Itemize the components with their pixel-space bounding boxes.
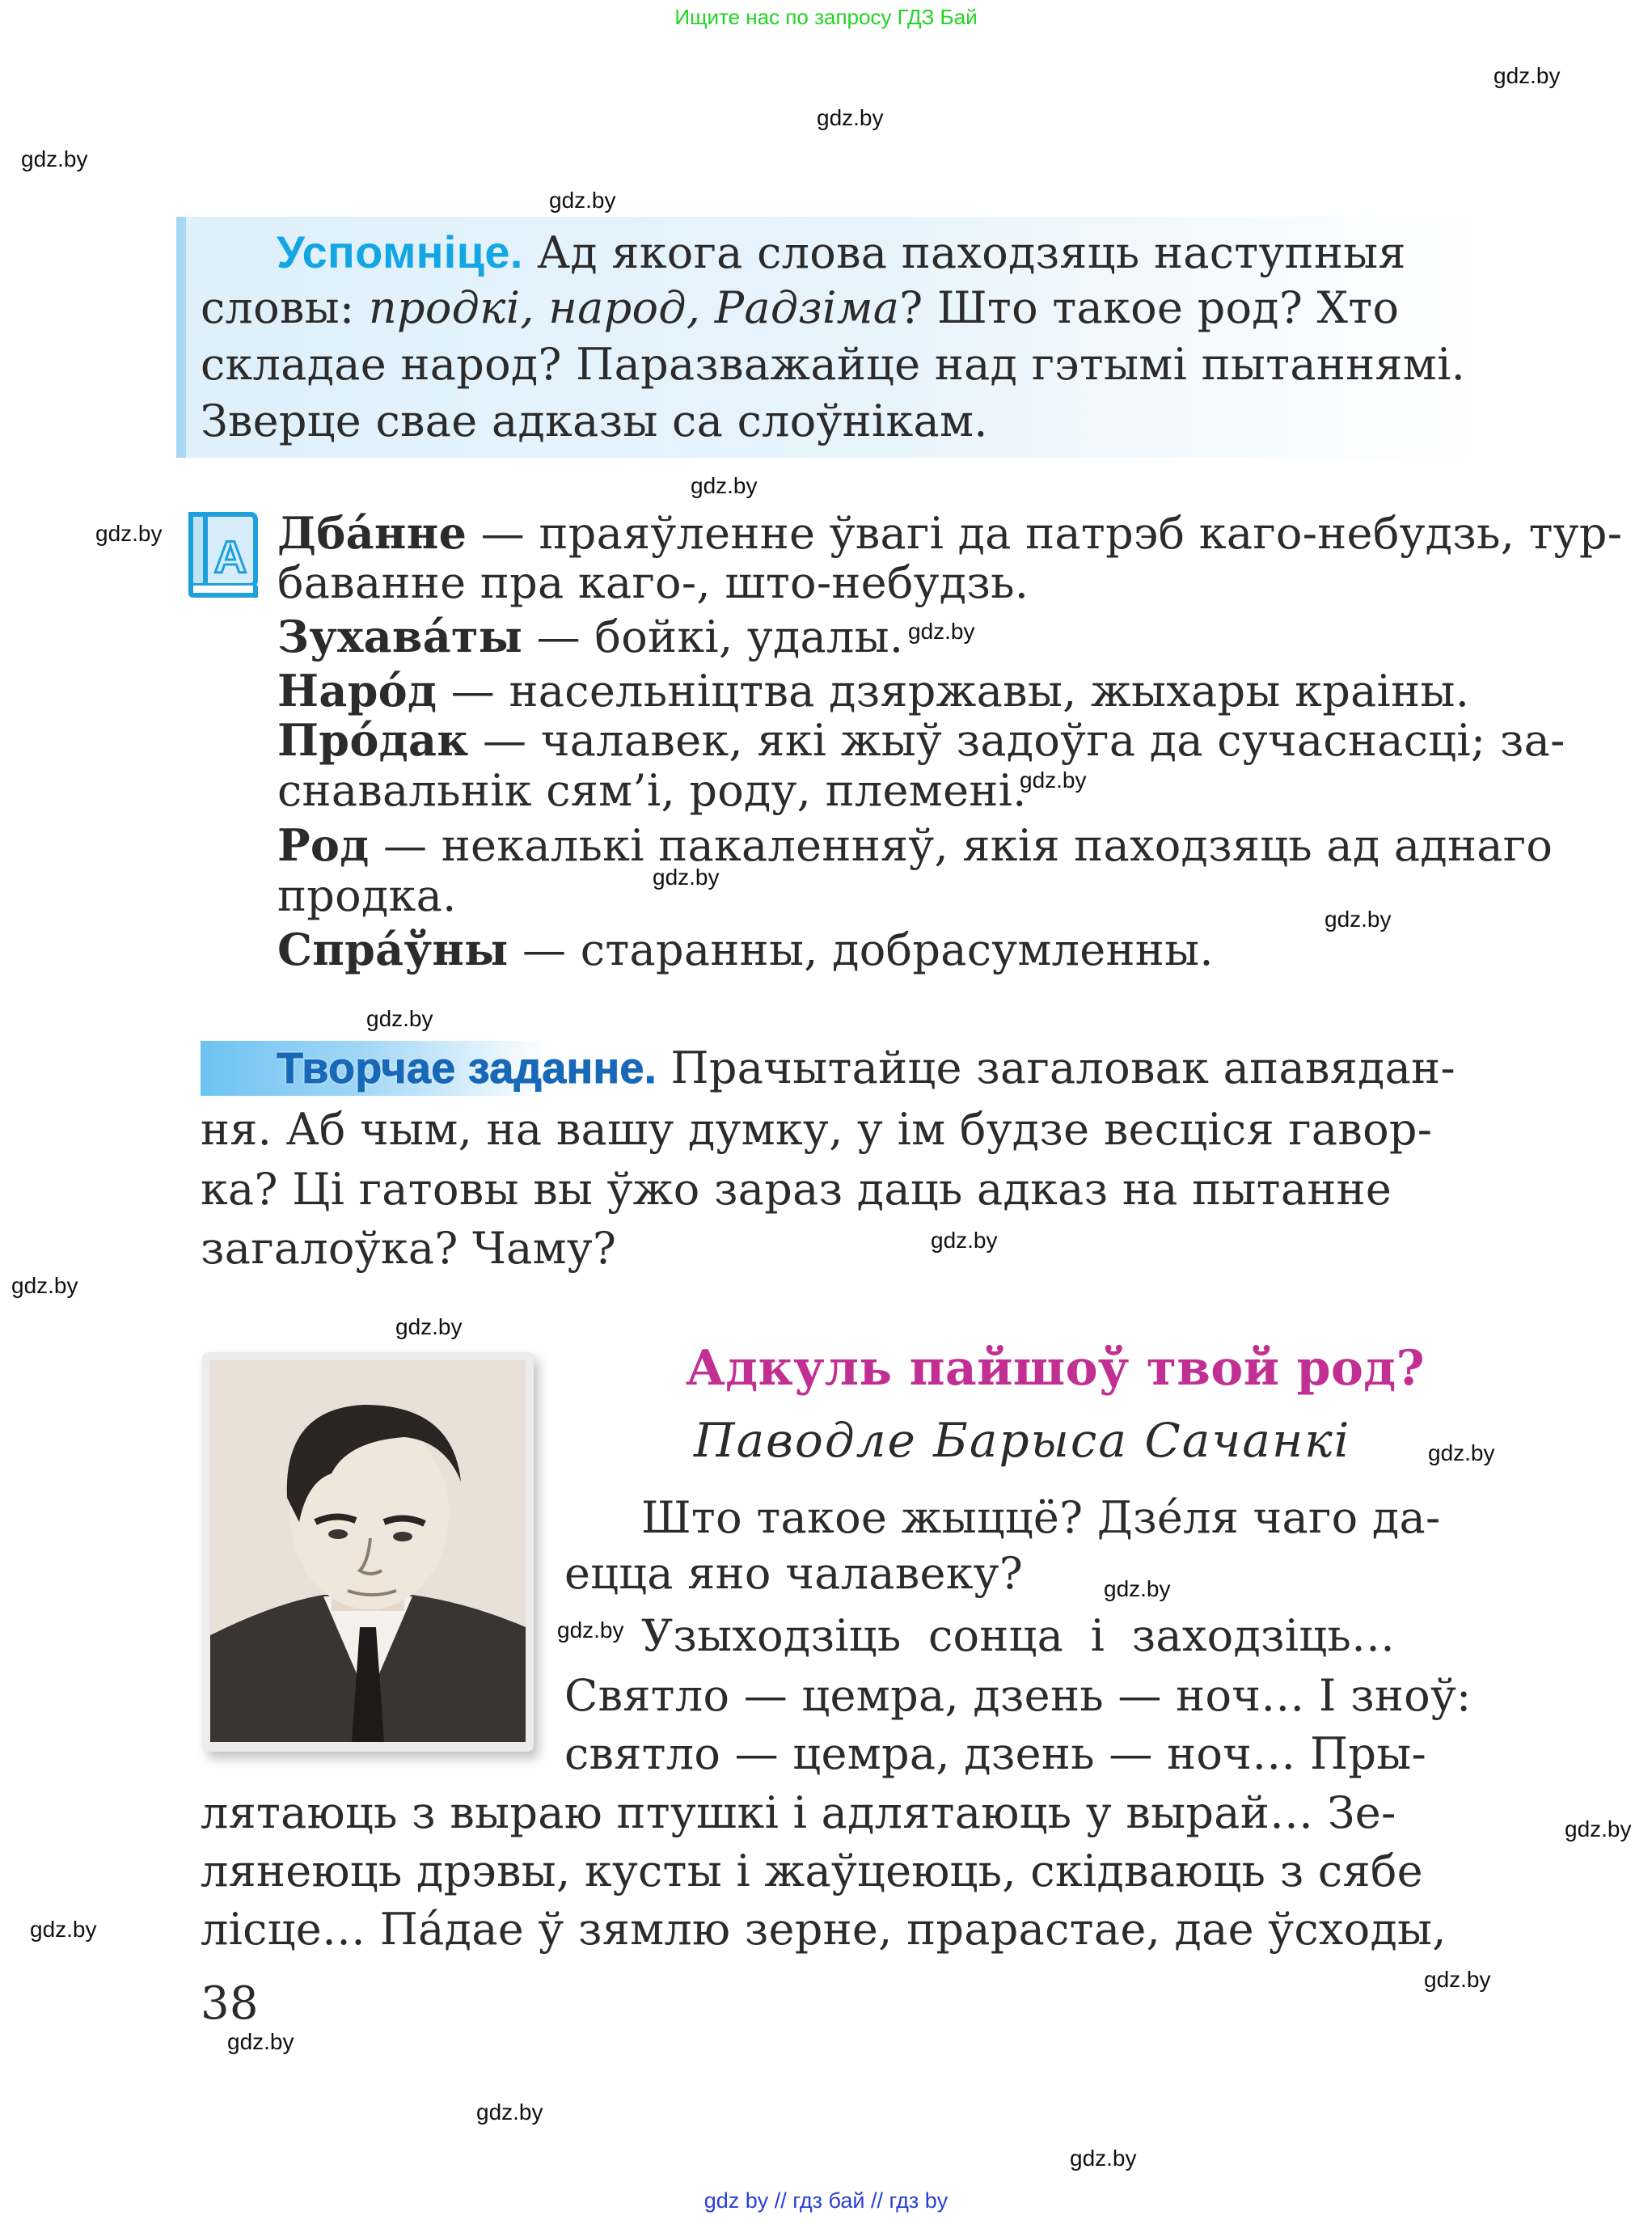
watermark: gdz.by — [1565, 1816, 1632, 1841]
creative-task-label: Творчае заданне. — [277, 1044, 657, 1093]
dict-term: Про́дак — [277, 714, 469, 766]
creative-line-3: ка? Ці гатовы вы ўжо зараз даць адказ на пытанне — [201, 1164, 1392, 1215]
watermark: gdz.by — [11, 1273, 78, 1298]
watermark: gdz.by — [366, 1006, 433, 1031]
story-title: Адкуль пайшоў твой род? — [686, 1340, 1425, 1397]
portrait-image — [210, 1360, 526, 1742]
watermark: gdz.by — [1428, 1440, 1495, 1465]
footer-links[interactable]: gdz by // гдз бай // гдз by — [703, 2188, 949, 2213]
story-line-8: лісце… Па́дае ў зямлю зерне, прарастае, дае ўсходы, — [201, 1904, 1447, 1955]
dict-entry-prodak-cont: снавальнік сям’і, роду, племені. — [277, 765, 1027, 816]
dict-entry-zukhavaty — [277, 611, 904, 662]
dict-entry-dbanne — [277, 507, 1623, 559]
dict-definition: — чалавек, які жыў задоўга да сучаснасці; за- — [468, 715, 1565, 766]
creative-line-4: загалоўка? Чаму? — [201, 1223, 617, 1274]
creative-text: Прачытайце загаловак апавядан- — [670, 1042, 1456, 1093]
dict-definition: — старанны, добрасумленны. — [508, 924, 1214, 975]
story-line-1: Што такое жыццё? Дзе́ля чаго да- — [641, 1492, 1441, 1543]
dict-term: Зухава́ты — [277, 611, 523, 662]
dict-entry-prodak — [277, 714, 1565, 766]
watermark: gdz.by — [21, 146, 88, 171]
top-search-banner: Ищите нас по запросу ГДЗ Бай — [674, 5, 978, 29]
story-line-7: лянеюць дрэвы, кусты і жаўцеюць, скідваюць з сябе — [201, 1846, 1423, 1896]
watermark: gdz.by — [1104, 1576, 1171, 1601]
dict-term: Дба́нне — [277, 507, 467, 559]
dictionary-book-icon — [188, 511, 259, 598]
dict-definition: — бойкі, удалы. — [522, 611, 904, 662]
watermark: gdz.by — [30, 1917, 97, 1942]
recall-text: ? Што такое род? Хто — [899, 282, 1400, 333]
recall-line-3: складае народ? Паразважайце над гэтымі пытаннямі. — [201, 339, 1466, 390]
recall-line-1 — [277, 226, 1507, 278]
watermark: gdz.by — [95, 521, 163, 546]
watermark: gdz.by — [395, 1314, 463, 1339]
watermark: gdz.by — [1424, 1967, 1491, 1992]
watermark: gdz.by — [653, 865, 720, 890]
watermark: gdz.by — [227, 2029, 294, 2054]
watermark: gdz.by — [1494, 63, 1561, 88]
dict-entry-rod — [277, 819, 1553, 871]
watermark: gdz.by — [817, 105, 884, 130]
dict-definition: — праяўленне ўвагі да патрэб каго-небудзь, тур- — [467, 508, 1623, 559]
recall-text: словы: — [201, 282, 355, 333]
watermark: gdz.by — [931, 1228, 998, 1253]
dict-term: Спра́ўны — [277, 924, 509, 975]
recall-italic-words: продкі, народ, Радзіма — [368, 282, 900, 333]
watermark: gdz.by — [691, 473, 758, 498]
recall-line-4: Зверце свае адказы са слоўнікам. — [201, 395, 988, 446]
watermark: gdz.by — [1020, 767, 1087, 793]
watermark: gdz.by — [476, 2099, 543, 2125]
author-portrait-photo — [202, 1352, 534, 1752]
dict-definition: — некалькі пакаленняў, якія паходзяць ад аднаго — [369, 820, 1553, 871]
recall-line-2 — [201, 282, 1400, 333]
watermark: gdz.by — [908, 619, 975, 644]
story-author: Паводле Барыса Сачанкі — [694, 1413, 1351, 1468]
recall-text: Ад якога слова паходзяць наступныя — [537, 227, 1406, 278]
dict-entry-sprauny — [277, 924, 1214, 975]
watermark: gdz.by — [1325, 907, 1392, 932]
story-line-3: Узыходзіць сонца і заходзіць… — [641, 1610, 1396, 1661]
watermark: gdz.by — [1070, 2146, 1137, 2171]
dict-term: Наро́д — [277, 665, 437, 717]
story-line-6: лятаюць з выраю птушкі і адлятаюць у вырай… Зе- — [201, 1787, 1396, 1838]
recall-accent-bar — [176, 217, 186, 458]
story-line-2: ецца яно чалавеку? — [564, 1548, 1024, 1599]
dict-term: Род — [277, 819, 370, 871]
creative-line-2: ня. Аб чым, на вашу думку, у ім будзе весціся гавор- — [201, 1104, 1433, 1155]
creative-line-1 — [277, 1042, 1456, 1093]
dict-definition: — насельніцтва дзяржавы, жыхары краіны. — [437, 666, 1470, 717]
dict-entry-rod-cont: продка. — [277, 870, 457, 921]
page-number: 38 — [201, 1977, 259, 2030]
story-line-4: Святло — цемра, дзень — ноч… І зноў: — [564, 1670, 1472, 1721]
story-line-5: святло — цемра, дзень — ноч… Пры- — [564, 1728, 1427, 1779]
dict-entry-narod — [277, 665, 1470, 717]
watermark: gdz.by — [557, 1617, 624, 1643]
dict-entry-dbanne-cont: баванне пра каго-, што-небудзь. — [277, 557, 1029, 608]
recall-label: Успомніце. — [277, 226, 523, 277]
svg-text:A: A — [213, 531, 247, 582]
watermark: gdz.by — [549, 188, 616, 213]
